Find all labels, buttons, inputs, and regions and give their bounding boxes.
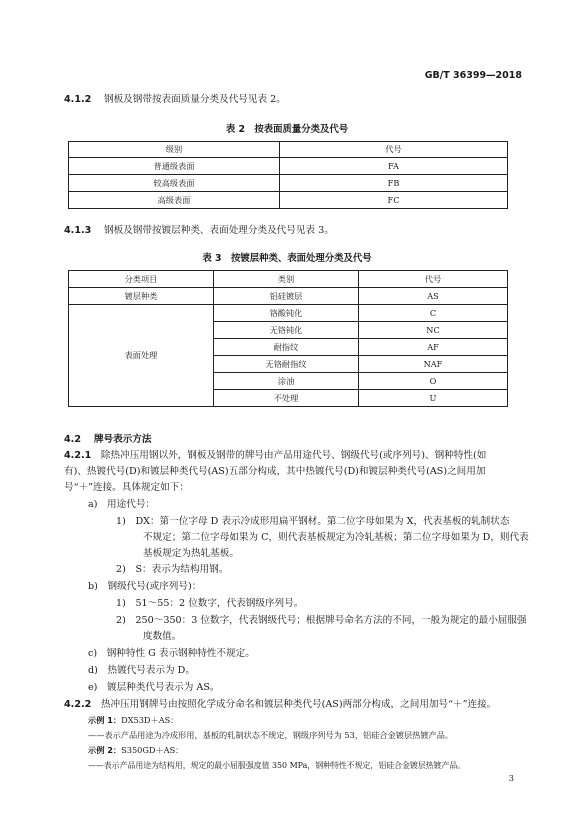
table-cell: U bbox=[359, 390, 508, 407]
table-cell: 涂油 bbox=[214, 373, 359, 390]
table-cell: 铬酸钝化 bbox=[214, 305, 359, 322]
table-cell: NC bbox=[359, 322, 508, 339]
list-item-b: b) 钢级代号(或序列号)： bbox=[88, 581, 202, 592]
table-cell: NAF bbox=[359, 356, 508, 373]
header-cell: 分类项目 bbox=[69, 271, 214, 288]
table-cell: FC bbox=[280, 192, 508, 209]
table-row bbox=[69, 158, 508, 175]
list-item-e: e) 镀层种类代号表示为 AS。 bbox=[88, 682, 220, 693]
table-cell: 普通级表面 bbox=[69, 158, 280, 175]
clause-number: 4.1.2 bbox=[64, 94, 92, 105]
table-cell: 无铬钝化 bbox=[214, 322, 359, 339]
clause-text: 钢板及钢带按镀层种类、表面处理分类及代号见表 3。 bbox=[103, 225, 334, 236]
table-header-row bbox=[69, 142, 508, 158]
table-3-caption: 表 3 按镀层种类、表面处理分类及代号 bbox=[202, 253, 372, 264]
list-item-b2: 2) 250～350：3 位数字，代表钢级代号；根据牌号命名方法的不同，一般为规定的最小屈服强 bbox=[116, 615, 527, 626]
table-2-caption: 表 2 按表面质量分类及代号 bbox=[225, 124, 349, 135]
list-item-a: a) 用途代号： bbox=[88, 499, 156, 510]
clause-line: 有)、热镀代号(D)和镀层种类代号(AS)五部分构成，其中热镀代号(D)和镀层种类代号(AS)之间用加 bbox=[64, 466, 486, 477]
example-2-desc: ——表示产品用途为结构用，规定的最小屈服强度值 350 MPa，钢种特性不规定，铝硅合金镀层热镀产品。 bbox=[88, 761, 466, 770]
example-code: S350GD＋AS： bbox=[121, 745, 184, 755]
table-3 bbox=[68, 270, 508, 407]
table-row bbox=[69, 175, 508, 192]
example-1-desc: ——表示产品用途为冷成形用，基板的轧制状态不规定，钢级序列号为 53，铝硅合金镀层热镀产品。 bbox=[88, 730, 454, 740]
table-cell: FA bbox=[280, 158, 508, 175]
list-item-a2: 2) S：表示为结构用钢。 bbox=[116, 564, 229, 575]
table-cell: 无铬耐指纹 bbox=[214, 356, 359, 373]
section-title: 牌号表示方法 bbox=[93, 434, 152, 445]
list-item-d: d) 热镀代号表示为 D。 bbox=[88, 665, 195, 676]
example-label: 示例 2： bbox=[88, 745, 122, 755]
table-cell: FB bbox=[280, 175, 508, 192]
clause-text: 钢板及钢带按表面质量分类及代号见表 2。 bbox=[103, 94, 286, 105]
example-code: DX53D＋AS： bbox=[121, 715, 179, 725]
table-row bbox=[69, 192, 508, 209]
header-cell: 代号 bbox=[280, 142, 508, 158]
clause-4-2-2 bbox=[64, 698, 496, 712]
table-2 bbox=[68, 141, 508, 209]
clause-4-1-2 bbox=[64, 93, 286, 107]
table-cell: 铝硅镀层 bbox=[214, 288, 359, 305]
clause-number: 4.1.3 bbox=[64, 225, 92, 236]
example-2 bbox=[88, 744, 183, 757]
clause-4-2-1 bbox=[64, 449, 486, 463]
list-item-a1: 1) DX：第一位字母 D 表示冷成形用扁平钢材。第二位字母如果为 X，代表基板的轧制状态 bbox=[116, 516, 510, 527]
list-item-a1-cont: 基板规定为热轧基板。 bbox=[143, 548, 239, 559]
clause-number: 4.2.1 bbox=[64, 450, 92, 461]
table-header-row bbox=[69, 271, 508, 288]
example-label: 示例 1： bbox=[88, 715, 122, 725]
table-cell: AS bbox=[359, 288, 508, 305]
clause-4-1-3 bbox=[64, 224, 334, 238]
header-cell: 代号 bbox=[359, 271, 508, 288]
section-number: 4.2 bbox=[64, 434, 81, 445]
table-cell: C bbox=[359, 305, 508, 322]
example-1 bbox=[88, 714, 178, 727]
table-row bbox=[69, 288, 508, 305]
group-cell: 表面处理 bbox=[69, 305, 214, 407]
clause-line: 号“＋”连接。具体规定如下： bbox=[64, 482, 189, 493]
table-cell: 较高级表面 bbox=[69, 175, 280, 192]
page-number: 3 bbox=[508, 774, 514, 784]
clause-number: 4.2.2 bbox=[64, 699, 92, 710]
table-cell: 不处理 bbox=[214, 390, 359, 407]
table-cell: AF bbox=[359, 339, 508, 356]
table-cell: 镀层种类 bbox=[69, 288, 214, 305]
list-item-a1-cont: 不规定；第二位字母如果为 C，则代表基板规定为冷轧基板；第二位字母如果为 D，则代表 bbox=[143, 532, 529, 543]
header-cell: 类别 bbox=[214, 271, 359, 288]
table-cell: 高级表面 bbox=[69, 192, 280, 209]
section-4-2-heading bbox=[64, 431, 152, 445]
table-cell: 耐指纹 bbox=[214, 339, 359, 356]
clause-line: 除热冲压用钢以外，钢板及钢带的牌号由产品用途代号、钢级代号(或序列号)、钢种特性(如 bbox=[100, 450, 487, 461]
clause-text: 热冲压用钢牌号由按照化学成分命名和镀层种类代号(AS)两部分构成，之间用加号“＋”连接。 bbox=[100, 699, 497, 710]
standard-number: GB/T 36399—2018 bbox=[424, 70, 522, 81]
list-item-b1: 1) 51～55：2 位数字，代表钢级序列号。 bbox=[116, 598, 304, 609]
list-item-b2-cont: 度数值。 bbox=[143, 631, 182, 642]
list-item-c: c) 钢种特性 G 表示钢种特性不规定。 bbox=[88, 648, 255, 659]
table-cell: O bbox=[359, 373, 508, 390]
table-row bbox=[69, 305, 508, 322]
header-cell: 级别 bbox=[69, 142, 280, 158]
